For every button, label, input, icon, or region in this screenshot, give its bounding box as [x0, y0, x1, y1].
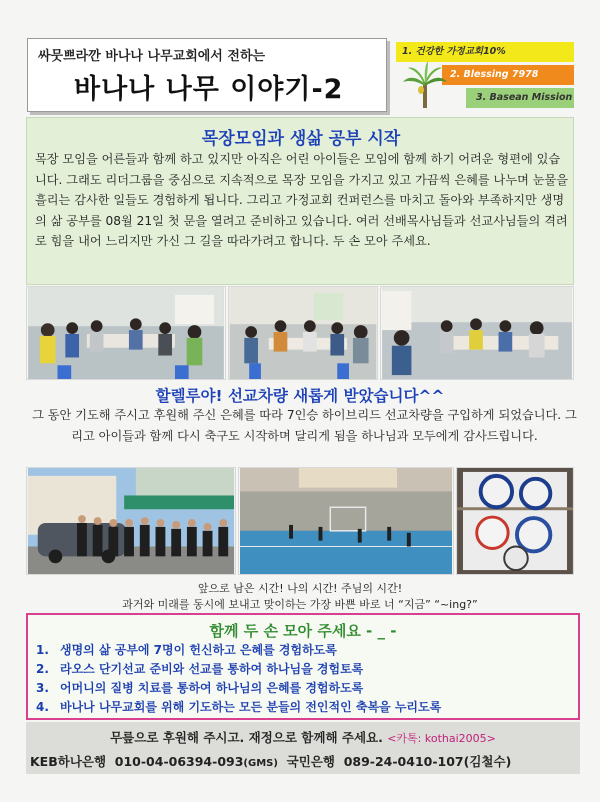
header-subtitle: 싸뭇쁘라깐 바나나 나무교회에서 전하는 — [38, 49, 266, 64]
section-small-group — [26, 117, 574, 285]
photo-group-meeting-2 — [228, 286, 378, 380]
tag-basean-mission: 3. Basean Mission — [466, 88, 574, 108]
support-footer — [26, 722, 580, 774]
bank1-account: 010-04-06394-093 — [114, 754, 244, 769]
section-small-group-title: 목장모임과 생삶 공부 시작 — [201, 129, 401, 149]
photo-new-vehicle — [26, 467, 236, 575]
header-tags — [396, 42, 574, 108]
bank1-note: (GMS) — [243, 758, 278, 769]
prayer-item: 1. 생명의 삶 공부에 7명이 헌신하고 은혜를 경험하도록 — [36, 643, 337, 657]
prayer-request-list — [36, 641, 576, 717]
section-vehicle-title: 할렐루야! 선교차량 새롭게 받았습니다^^ — [155, 387, 445, 405]
tag-blessing: 2. Blessing 7978 — [442, 65, 574, 85]
photo-soccer-balls — [456, 467, 574, 575]
bank2-name: 국민은행 — [286, 754, 335, 769]
header-box — [27, 38, 387, 112]
photo-group-meeting-1 — [26, 286, 226, 380]
banana-tree-icon — [402, 60, 448, 108]
bank2-holder: (김철수) — [463, 754, 512, 769]
quote-line-2: 과거와 미래를 동시에 보내고 맞이하는 가장 바쁜 바로 너 “지금” “~ing?” — [122, 598, 478, 611]
prayer-request-box — [26, 613, 580, 720]
bank2-account: 089-24-0410-107 — [343, 754, 464, 769]
quote-block — [0, 581, 600, 613]
newsletter-title: 바나나 나무 이야기-2 — [74, 74, 344, 105]
section-vehicle-body: 그 동안 기도해 주시고 후원해 주신 은혜를 따라 7인승 하이브리드 선교차량을 구입하게 되었습니다. 그리고 아이들과 함께 다시 축구도 시작하며 달리게 됨을 하나님과 모두에게 감사드립니다. — [32, 408, 577, 443]
prayer-request-title: 함께 두 손 모아 주세요 - _ - — [209, 622, 397, 640]
quote-line-1: 앞으로 남은 시간! 나의 시간! 주님의 시간! — [197, 582, 403, 595]
support-message: 무릎으로 후원해 주시고. 재정으로 함께해 주세요. <카톡: kothai2005> — [110, 730, 496, 745]
kakao-id: <카톡: kothai2005> — [387, 732, 496, 745]
tag-healthy-house-church: 1. 건강한 가정교회10% — [396, 42, 574, 62]
photo-futsal-court — [238, 467, 454, 575]
prayer-item: 2. 라오스 단기선교 준비와 선교를 통하여 하나님을 경험토록 — [36, 662, 364, 676]
photo-group-meeting-3 — [380, 286, 574, 380]
prayer-item: 3. 어머니의 질병 치료를 통하여 하나님의 은혜를 경험하도록 — [36, 681, 364, 695]
section-small-group-body: 목장 모임을 어른들과 함께 하고 있지만 아직은 어린 아이들은 모임에 함께 하기 어려운 형편에 있습니다. 그래도 리더그룹을 중심으로 지속적으로 목장 모임을 가지고 있고 가끔씩 은혜를 나누며 눈물을 흘리는 감사한 일들도 경험하게 됩니다. 그리고 가정교회 컨퍼런스를 마치고 돌아와 부족하지만 생명의 삶 공부를 08월 21일 첫 문을 열려고 준비하고 있습니다. 여러 선배목사님들과 선교사님들의 격려로 힘을 내어 느리지만 가신 그 길을 따라가려고 합니다. 두 손 모아 주세요. — [35, 152, 569, 248]
bank1-name: KEB하나은행 — [30, 754, 107, 769]
prayer-item: 4. 바나나 나무교회를 위해 기도하는 모든 분들의 전인적인 축복을 누리도록 — [36, 700, 442, 714]
bank-accounts — [30, 752, 580, 770]
